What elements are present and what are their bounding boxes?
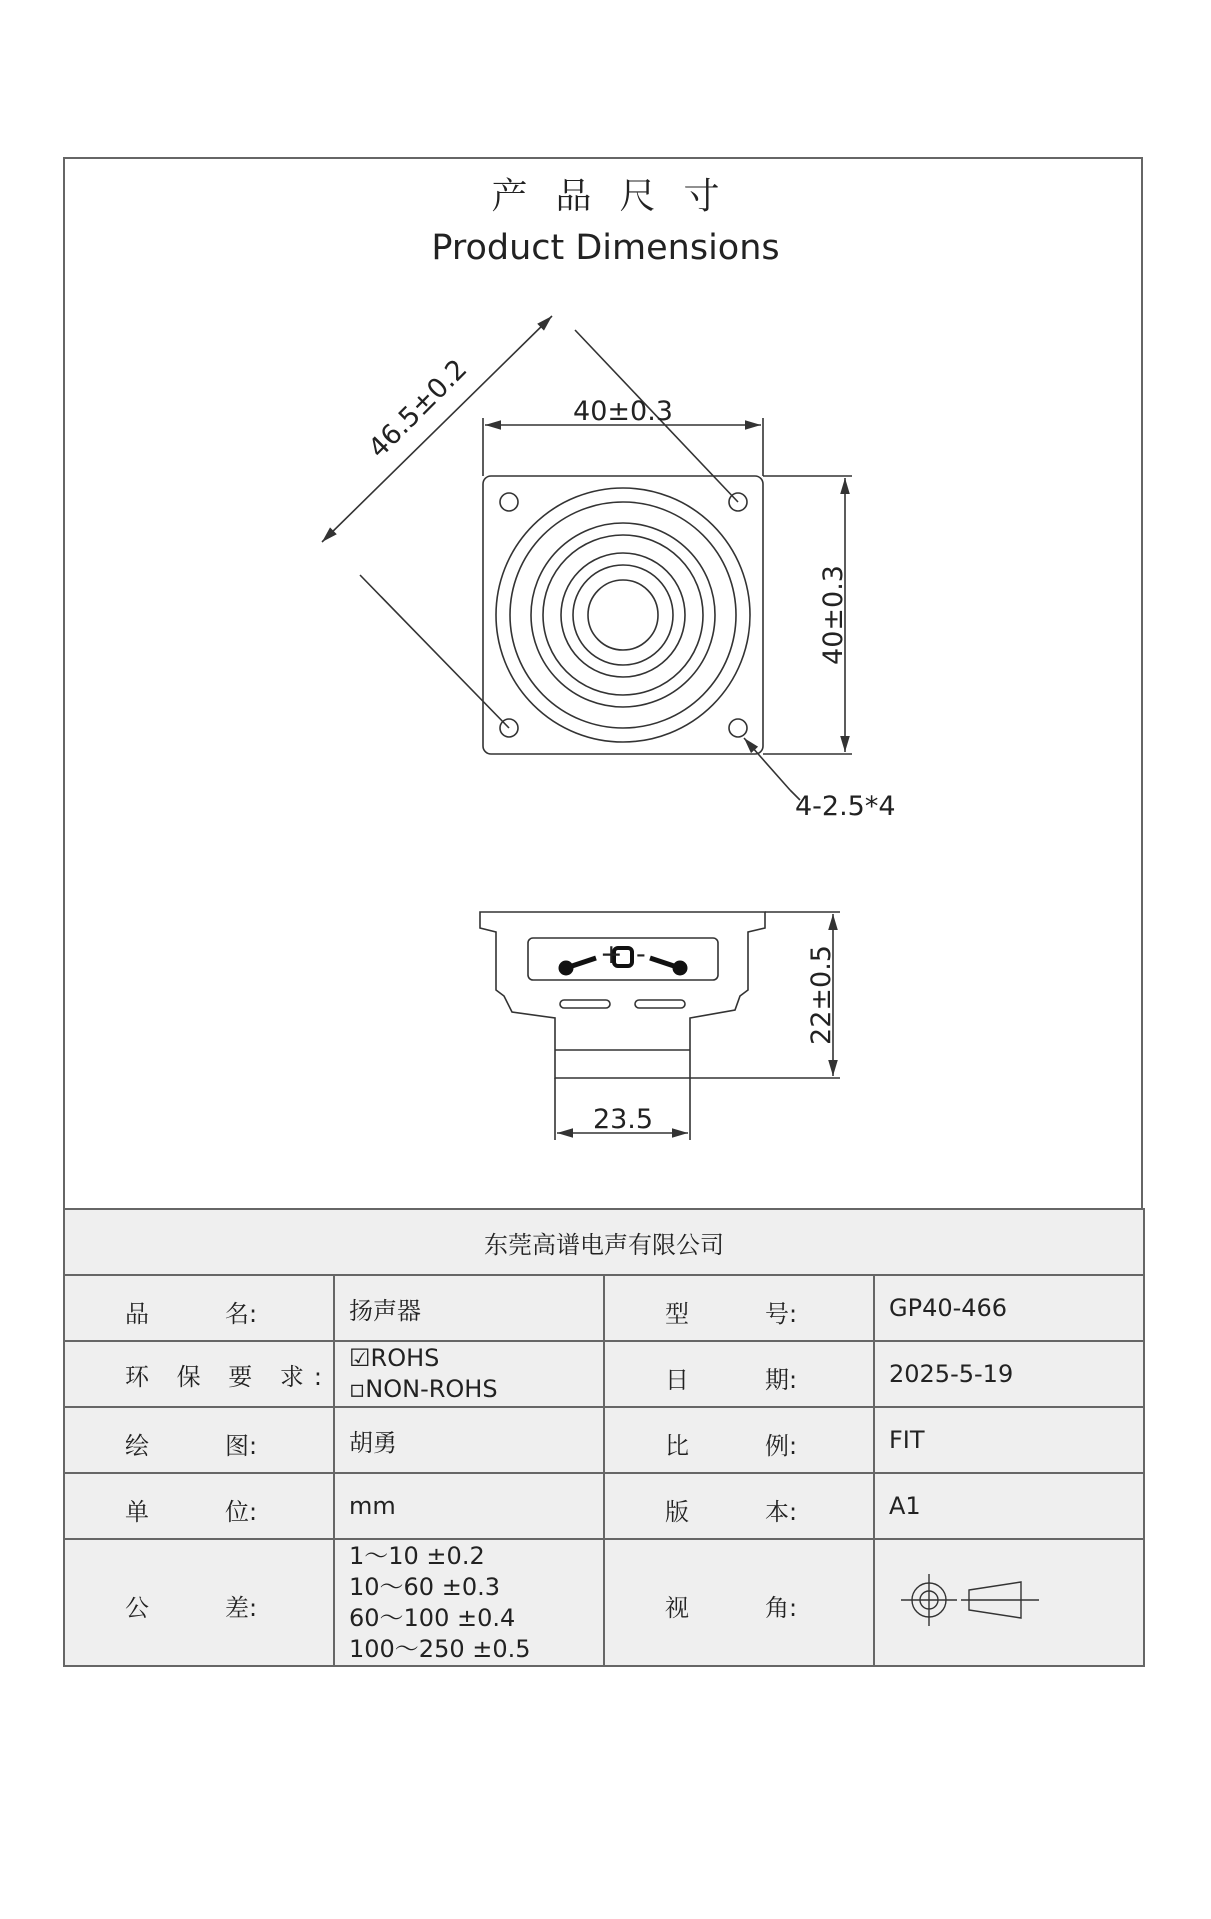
rohs-unchecked: ▫NON-ROHS	[349, 1375, 498, 1403]
value-model: GP40-466	[874, 1275, 1144, 1341]
first-angle-projection-icon	[889, 1570, 1049, 1630]
mount-hole	[729, 719, 747, 737]
depth-dimension: 22±0.5	[806, 945, 837, 1045]
label-drawn: 绘 图:	[64, 1407, 334, 1473]
value-drawn: 胡勇	[334, 1407, 604, 1473]
hole-callout: 4-2.5*4	[795, 791, 896, 822]
value-product-name: 扬声器	[334, 1275, 604, 1341]
company-name: 东莞高谱电声有限公司	[64, 1209, 1144, 1275]
tolerance-line: 10～60 ±0.3	[349, 1572, 500, 1601]
value-unit: mm	[334, 1473, 604, 1539]
label-model: 型 号:	[604, 1275, 874, 1341]
value-date: 2025-5-19	[874, 1341, 1144, 1407]
rohs-checked: ☑ROHS	[349, 1344, 440, 1372]
side-view-outline	[480, 912, 765, 1078]
label-date: 日 期:	[604, 1341, 874, 1407]
title-chinese: 产品尺寸	[491, 176, 748, 217]
label-unit: 单 位:	[64, 1473, 334, 1539]
value-tolerance	[334, 1539, 604, 1666]
terminals	[561, 948, 685, 973]
projection-symbol	[874, 1539, 1144, 1666]
value-version: A1	[874, 1473, 1144, 1539]
label-env: 环 保 要 求:	[64, 1341, 334, 1407]
width-dimension: 40±0.3	[573, 396, 673, 427]
tolerance-line: 60～100 ±0.4	[349, 1603, 516, 1632]
label-version: 版 本:	[604, 1473, 874, 1539]
label-tolerance: 公 差:	[64, 1539, 334, 1666]
title-english: Product Dimensions	[431, 228, 780, 268]
speaker-frame	[483, 476, 763, 754]
value-env	[334, 1341, 604, 1407]
label-product-name: 品 名:	[64, 1275, 334, 1341]
cone-outer	[496, 488, 750, 742]
minus-sign: -	[636, 939, 646, 970]
height-dimension: 40±0.3	[818, 565, 849, 665]
dust-cap	[588, 580, 658, 650]
plus-sign: +	[600, 939, 623, 970]
diagonal-dimension: 46.5±0.2	[362, 353, 474, 465]
mount-hole	[500, 493, 518, 511]
label-scale: 比 例:	[604, 1407, 874, 1473]
label-view-angle: 视 角:	[604, 1539, 874, 1666]
tolerance-line: 100～250 ±0.5	[349, 1634, 531, 1663]
tolerance-line: 1～10 ±0.2	[349, 1541, 485, 1570]
title-block	[63, 1208, 1145, 1667]
magnet-dimension: 23.5	[592, 1104, 654, 1135]
value-scale: FIT	[874, 1407, 1144, 1473]
